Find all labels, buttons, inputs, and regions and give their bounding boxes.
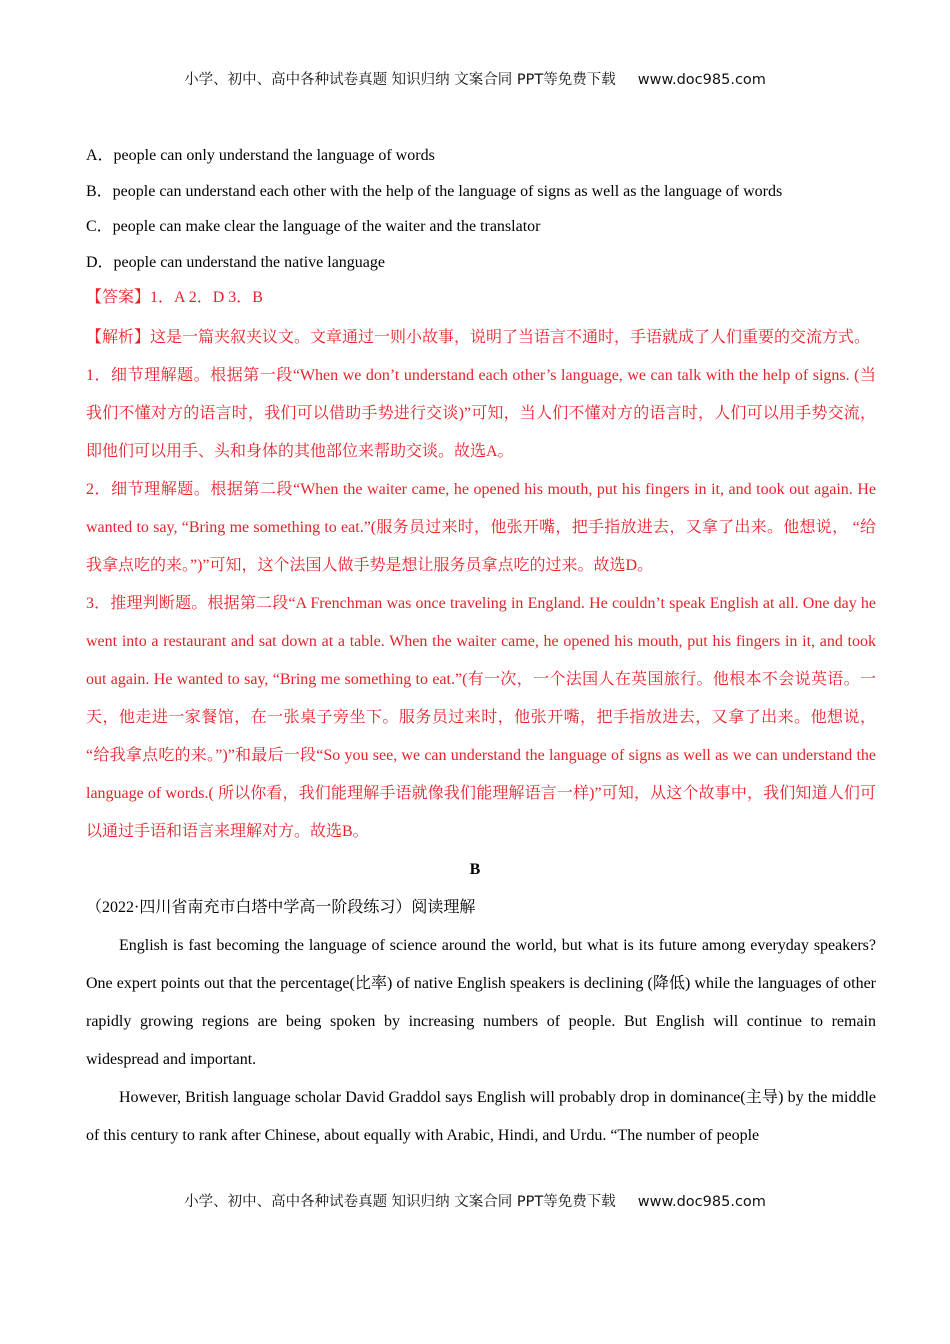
footer-site: www.doc985.com xyxy=(637,1194,766,1210)
analysis-intro-text: 这是一篇夹叙夹议文。文章通过一则小故事，说明了当语言不通时，手语就成了人们重要的交流方式。 xyxy=(150,329,871,347)
option-b: B．people can understand each other with the help of the language of signs as well as the language of words xyxy=(86,182,783,200)
analysis-item-2: 2．细节理解题。根据第二段“When the waiter came, he opened his mouth, put his fingers in it, and took out again. He wanted to say, “Bring me something to eat.”(服务员过来时，他张开嘴，把手指放进去，又拿了出来。他想说， “给我拿点吃的来。”)”可知，这个法国人做手势是想让服务员拿点吃的过来。故选D。 xyxy=(86,481,876,575)
analysis-label: 【解析】 xyxy=(86,329,151,347)
passage-source: （2022·四川省南充市白塔中学高一阶段练习）阅读理解 xyxy=(86,899,476,917)
option-d: D．people can understand the native language xyxy=(86,253,386,271)
option-a: A．people can only understand the language of words xyxy=(86,147,435,164)
page-footer xyxy=(0,1190,950,1211)
answer-label: 【答案】 xyxy=(86,289,151,307)
passage-paragraph-2: However, British language scholar David Graddol says English will probably drop in dominance(主导) by the middle of this century to rank after Chinese, about equally with Arabic, Hindi, and Urdu. “The number of people xyxy=(86,1089,876,1145)
analysis-intro xyxy=(86,319,876,357)
answer-line xyxy=(86,283,876,319)
header-text: 小学、初中、高中各种试卷真题 知识归纳 文案合同 PPT等免费下载 xyxy=(184,72,616,88)
header-site: www.doc985.com xyxy=(637,72,766,88)
page-content xyxy=(86,141,876,1155)
answer-text: 1．A 2．D 3．B xyxy=(150,289,263,307)
analysis-item-1: 1．细节理解题。根据第一段“When we don’t understand each other’s language, we can talk with the help of signs. (当我们不懂对方的语言时，我们可以借助手势进行交谈)”可知，当人们不懂对方的语言时，人们可以用手势交流，即他们可以用手、头和身体的其他部位来帮助交谈。故选A。 xyxy=(86,367,876,461)
analysis-item-3: 3．推理判断题。根据第二段“A Frenchman was once traveling in England. He couldn’t speak English at all. One day he went into a restaurant and sat down at a table. When the waiter came, he opened his mouth, put his fingers in it, and took out again. He wanted to say, “Bring me something to eat.”(有一次，一个法国人在英国旅行。他根本不会说英语。一天，他走进一家餐馆，在一张桌子旁坐下。服务员过来时，他张开嘴，把手指放进去，又拿了出来。他想说， “给我拿点吃的来。”)”和最后一段“So you see, we can understand the language of signs as well as we can understand the language of words.( 所以你看，我们能理解手语就像我们能理解语言一样)”可知，从这个故事中，我们知道人们可以通过手语和语言来理解对方。故选B。 xyxy=(86,595,876,841)
footer-text: 小学、初中、高中各种试卷真题 知识归纳 文案合同 PPT等免费下载 xyxy=(184,1194,616,1210)
section-letter: B xyxy=(469,861,481,879)
page-header xyxy=(0,68,950,89)
passage-paragraph-1: English is fast becoming the language of science around the world, but what is its future among everyday speakers? One expert points out that the percentage(比率) of native English speakers is declining (降低) while the languages of other rapidly growing regions are being spoken by increasing numbers of people. But English will continue to remain widespread and important. xyxy=(86,937,876,1069)
option-c: C．people can make clear the language of the waiter and the translator xyxy=(86,218,541,236)
